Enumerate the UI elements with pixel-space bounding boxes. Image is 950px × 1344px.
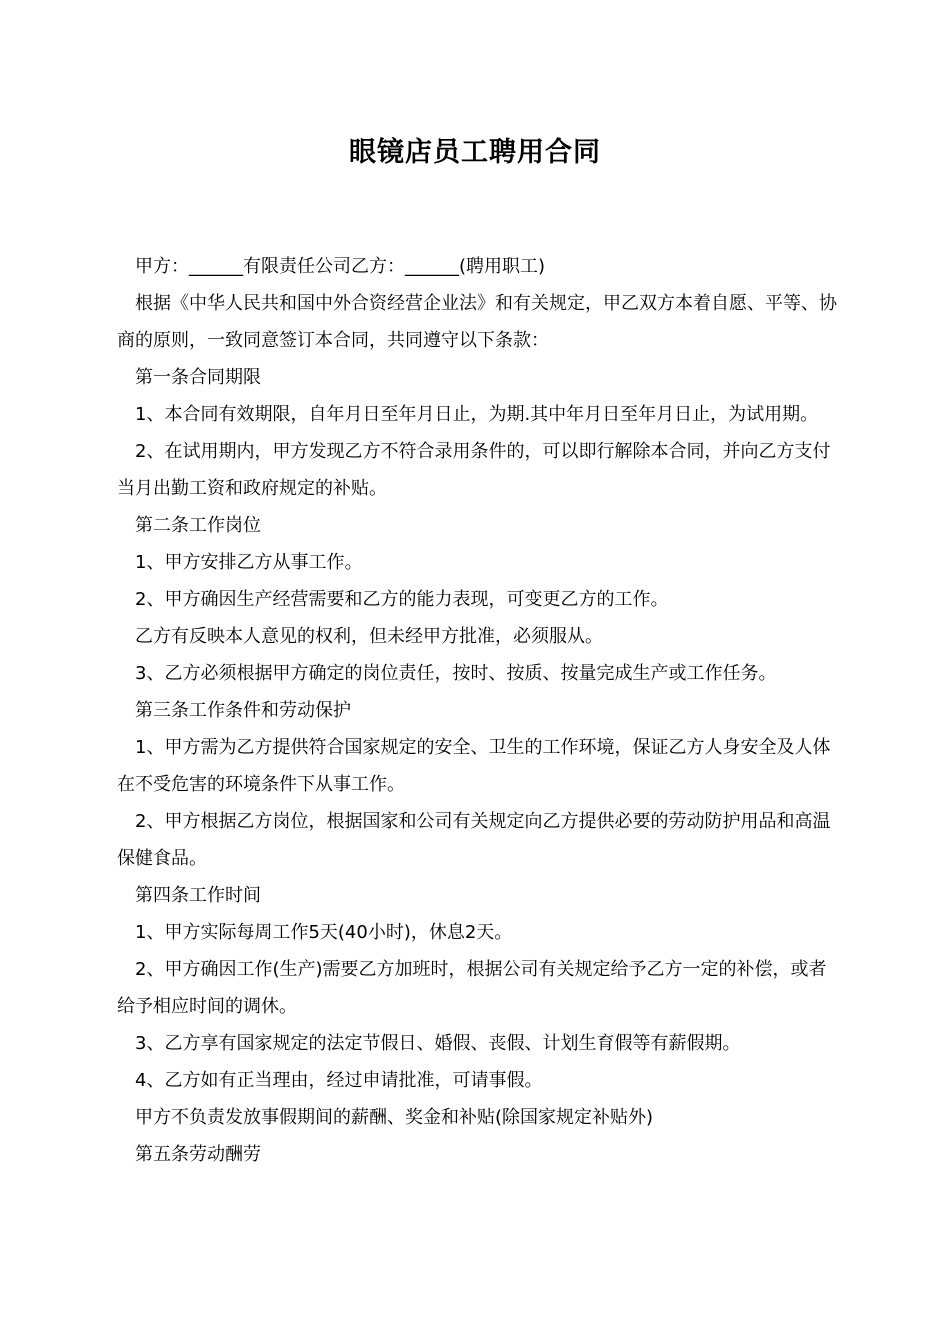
paragraph: 1、本合同有效期限，自年月日至年月日止，为期.其中年月日至年月日止，为试用期。: [135, 404, 819, 425]
paragraph: 1、甲方安排乙方从事工作。: [135, 552, 363, 573]
heading-article-2: 第二条工作岗位: [135, 515, 261, 536]
document-title: 眼镜店员工聘用合同: [349, 137, 601, 168]
paragraph: 4、乙方如有正当理由，经过申请批准，可请事假。: [135, 1070, 543, 1091]
heading-article-3: 第三条工作条件和劳动保护: [135, 700, 351, 721]
paragraph: 1、甲方需为乙方提供符合国家规定的安全、卫生的工作环境，保证乙方人身安全及人体在不受危害的环境条件下从事工作。: [117, 737, 831, 795]
heading-article-4: 第四条工作时间: [135, 885, 261, 906]
paragraph: 3、乙方享有国家规定的法定节假日、婚假、丧假、计划生育假等有薪假期。: [135, 1033, 741, 1054]
heading-article-1: 第一条合同期限: [135, 367, 261, 388]
paragraph: 1、甲方实际每周工作5天(40小时)，休息2天。: [135, 922, 513, 943]
paragraph: 2、在试用期内，甲方发现乙方不符合录用条件的，可以即行解除本合同，并向乙方支付当月出勤工资和政府规定的补贴。: [117, 441, 831, 499]
paragraph: 2、甲方确因工作(生产)需要乙方加班时，根据公司有关规定给予乙方一定的补偿，或者给予相应时间的调休。: [117, 959, 827, 1017]
paragraph-parties: 甲方：______有限责任公司乙方：______(聘用职工): [135, 256, 546, 277]
document-body: [117, 248, 837, 1173]
paragraph: 2、甲方确因生产经营需要和乙方的能力表现，可变更乙方的工作。: [135, 589, 669, 610]
paragraph: 2、甲方根据乙方岗位，根据国家和公司有关规定向乙方提供必要的劳动防护用品和高温保健食品。: [117, 811, 831, 869]
paragraph: 甲方不负责发放事假期间的薪酬、奖金和补贴(除国家规定补贴外): [135, 1107, 654, 1128]
heading-article-5: 第五条劳动酬劳: [135, 1144, 261, 1165]
paragraph: 乙方有反映本人意见的权利，但未经甲方批准，必须服从。: [135, 626, 603, 647]
paragraph: 3、乙方必须根据甲方确定的岗位责任，按时、按质、按量完成生产或工作任务。: [135, 663, 777, 684]
paragraph-preamble: 根据《中华人民共和国中外合资经营企业法》和有关规定，甲乙双方本着自愿、平等、协商的原则，一致同意签订本合同，共同遵守以下条款：: [117, 293, 837, 351]
